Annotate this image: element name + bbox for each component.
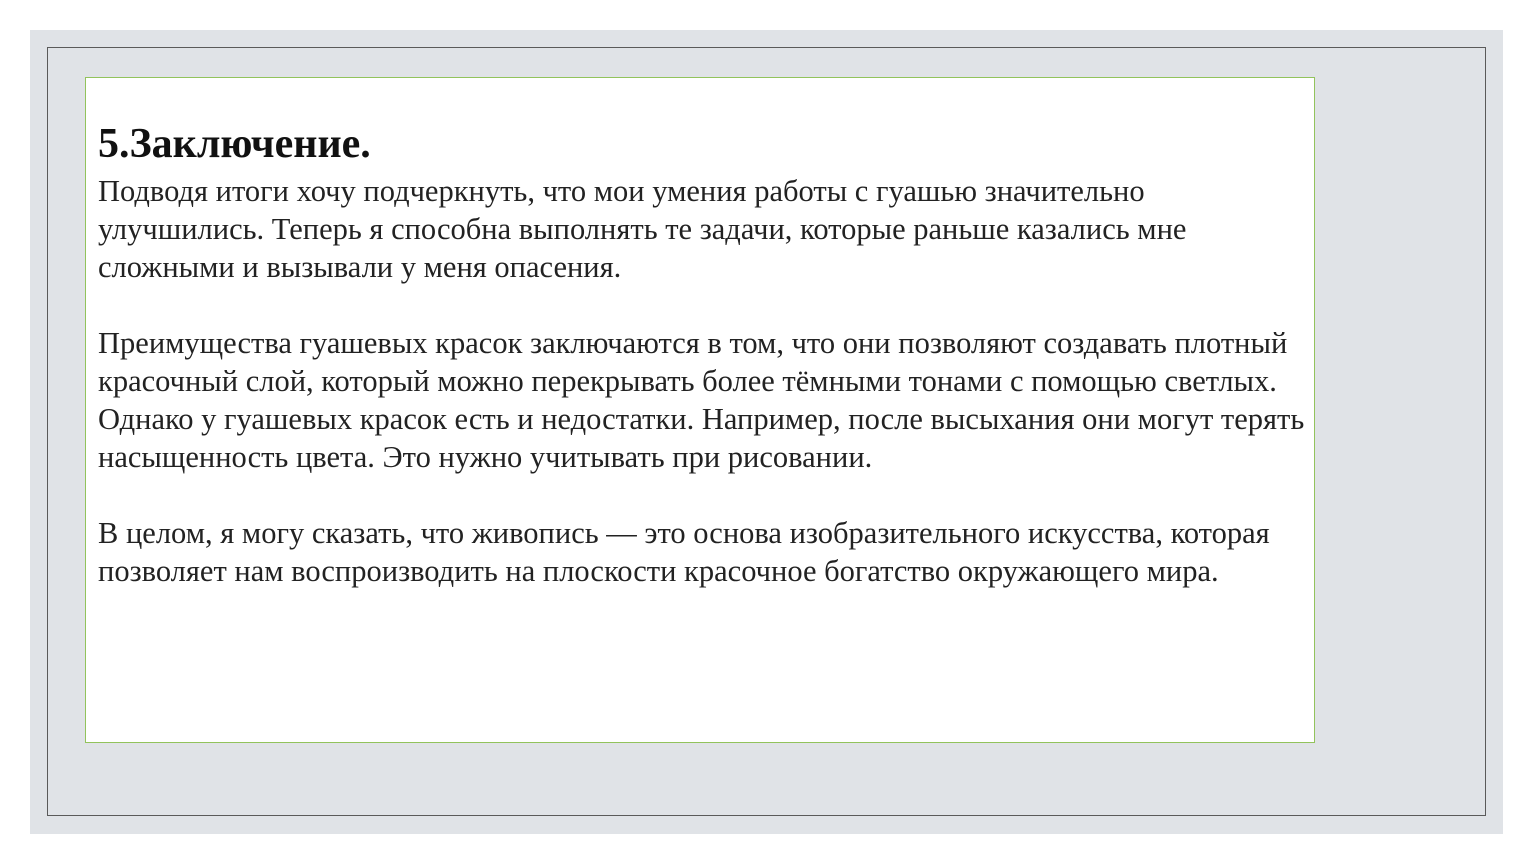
paragraph-conclusion: В целом, я могу сказать, что живопись — это основа изобразительного искусства, которая позволяет нам воспроизводить на плоскости красочное богатство окружающего мира. [98,516,1270,588]
slide-title: 5.Заключение. [98,121,371,167]
paragraph-advantages: Преимущества гуашевых красок заключаются в том, что они позволяют создавать плотный красочный слой, который можно перекрывать более тёмными тонами с помощью светлых. Однако у гуашевых красок есть и недостатки. Например, после высыхания они могут терять насыщенность цвета. Это нужно учитывать при рисовании. [98,326,1305,474]
paragraph-summary: Подводя итоги хочу подчеркнуть, что мои умения работы с гуашью значительно улучшились. Теперь я способна выполнять те задачи, которые раньше казались мне сложными и вызывали у меня опасения. [98,174,1187,284]
text-box[interactable] [85,77,1315,743]
text-content [98,116,1308,628]
